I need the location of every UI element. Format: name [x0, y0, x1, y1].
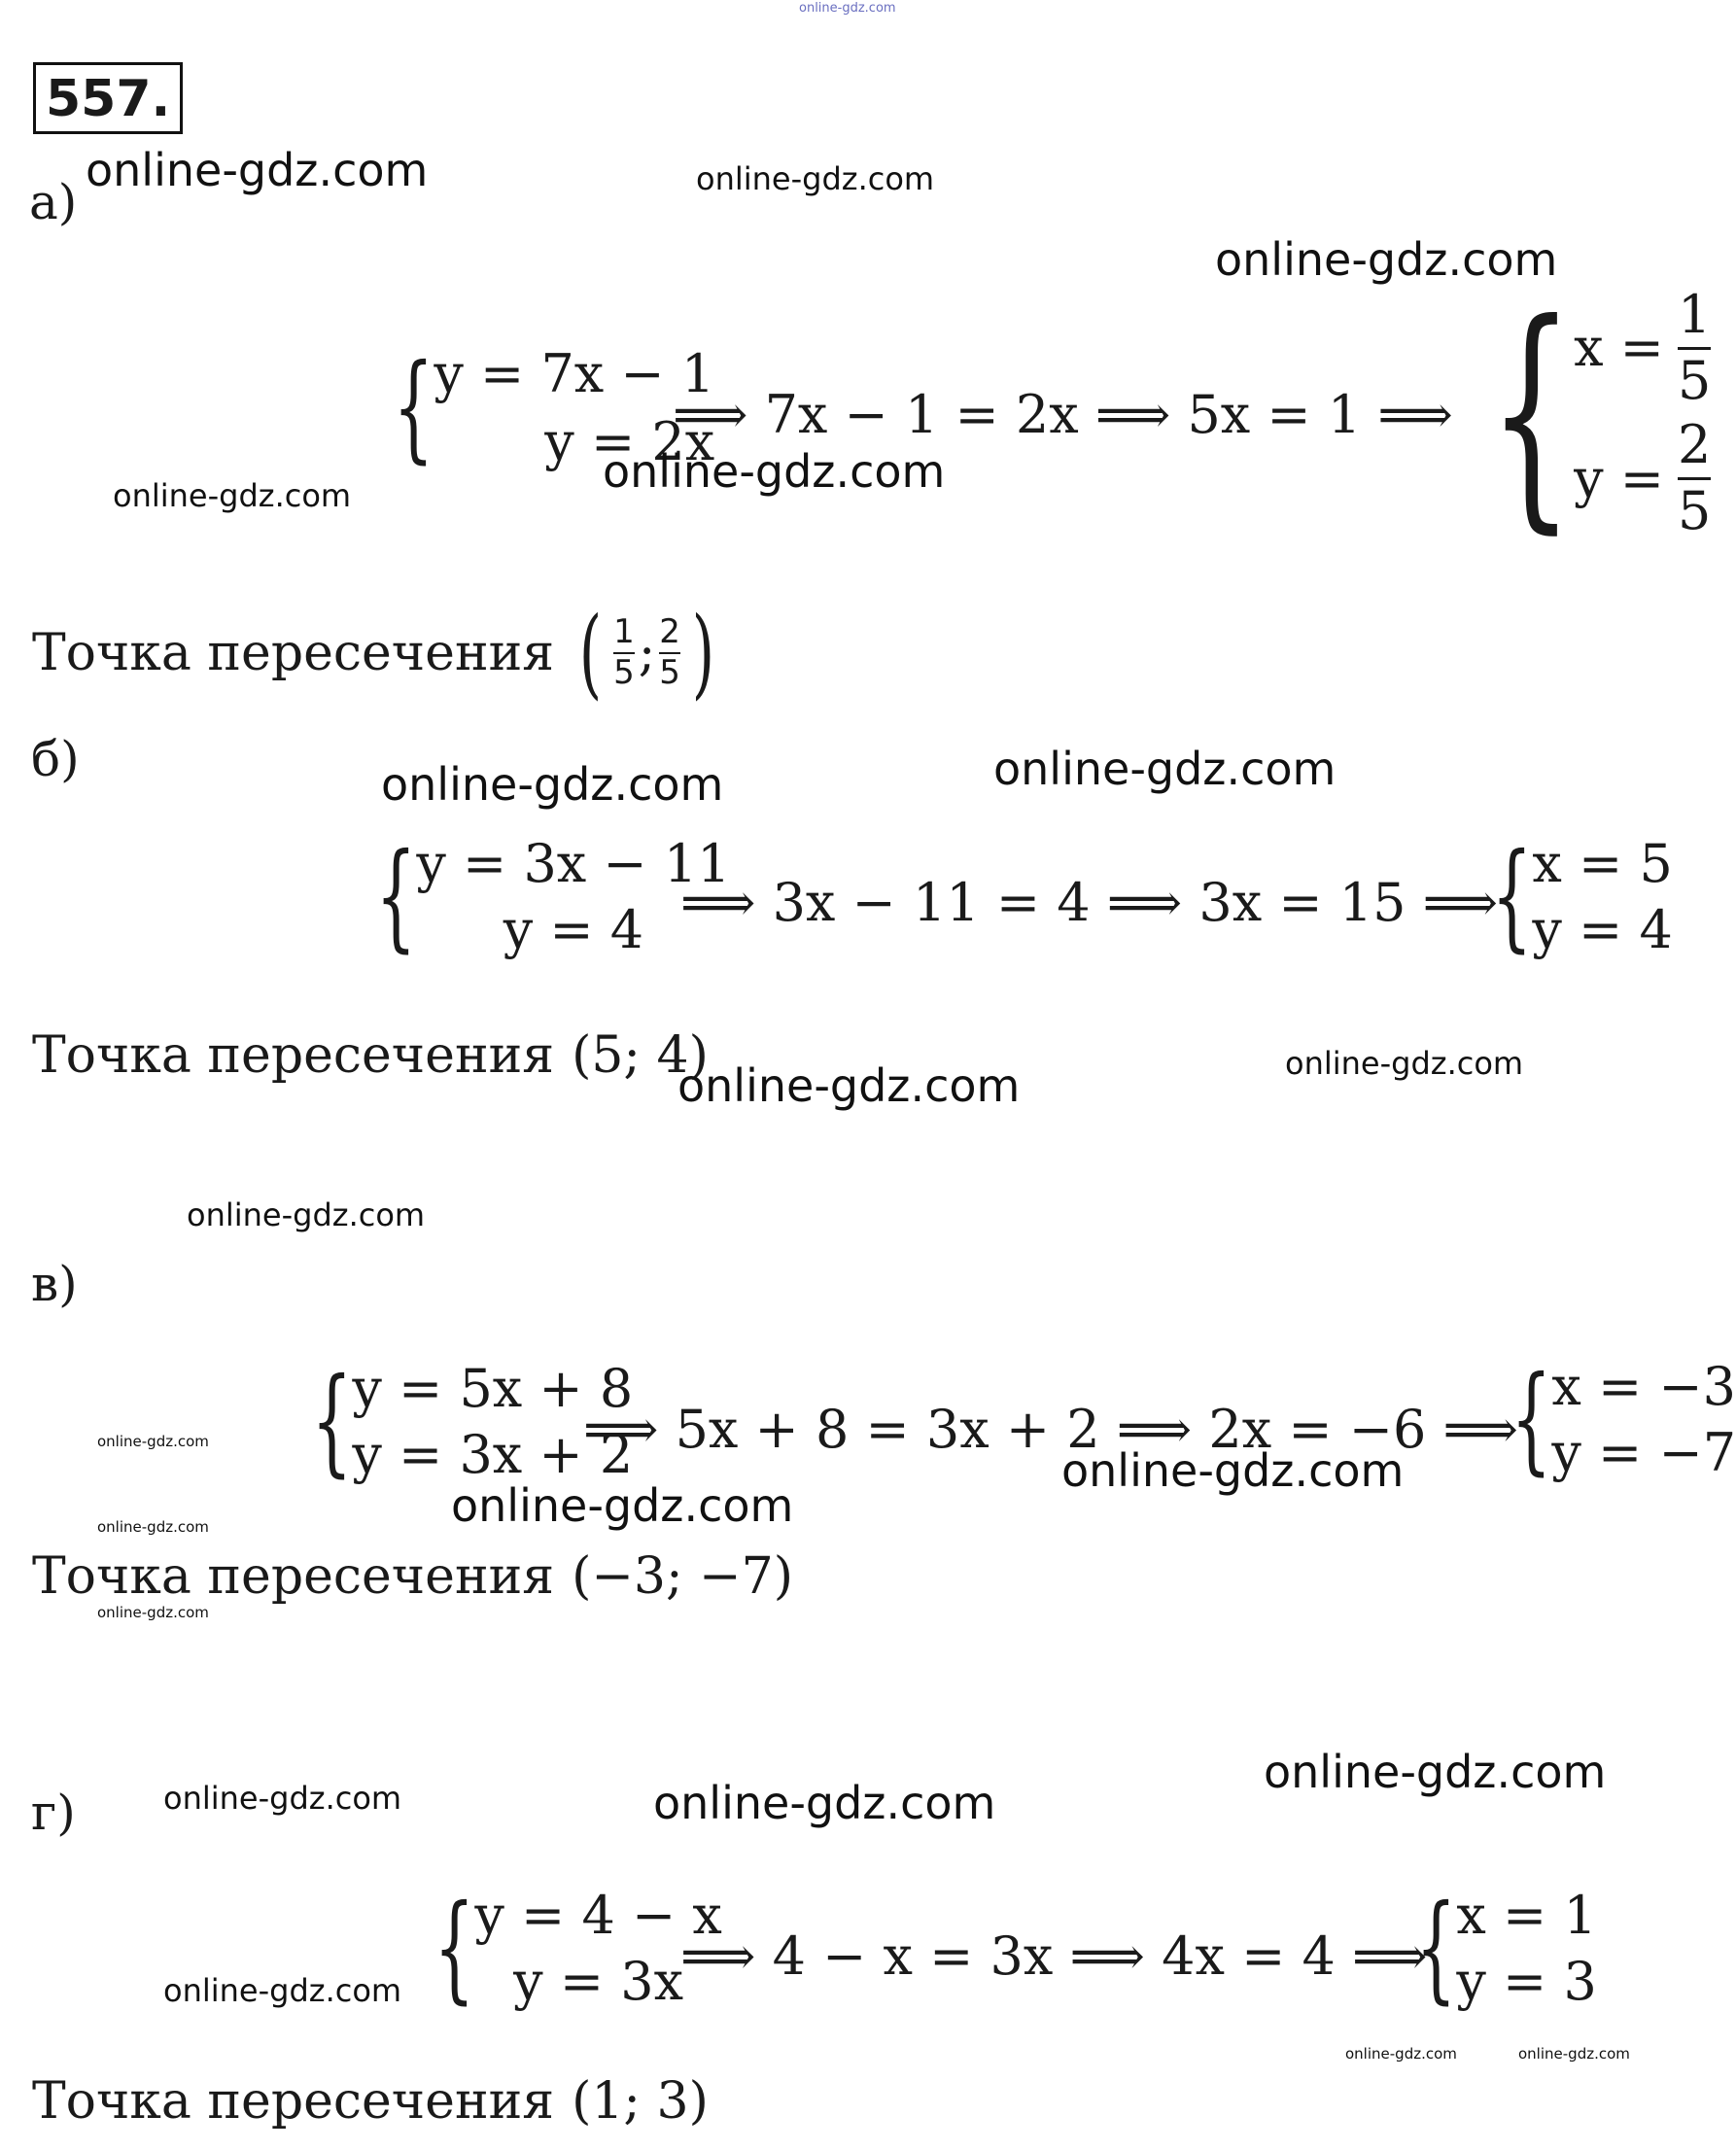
- watermark: online-gdz.com: [1345, 2045, 1457, 2063]
- result-line: y = 3: [1456, 1951, 1597, 2012]
- part-a-result: { x = $\frac{1}{5}$ y = $\frac{2}{5}$: [1488, 271, 1712, 555]
- part-d-answer: [32, 2072, 709, 2131]
- part-b-answer: [32, 1026, 709, 1085]
- watermark: online-gdz.com: [1264, 1746, 1607, 1798]
- part-d-chain: ⟹ 4 − x = 3x ⟹ 4x = 4 ⟹: [680, 1925, 1428, 1987]
- watermark: online-gdz.com: [1215, 233, 1558, 286]
- part-d-label: г): [31, 1785, 76, 1841]
- answer-point: ( $\frac{1}{5}$ ; $\frac{2}{5}$ ): [578, 596, 715, 710]
- system-line: y = 3x: [513, 1951, 684, 2012]
- answer-label: Точка пересечения: [32, 2072, 555, 2131]
- watermark: online-gdz.com: [696, 160, 935, 197]
- watermark: online-gdz.com: [381, 758, 724, 811]
- answer-point: (5; 4): [572, 1026, 709, 1085]
- result-line: x = −3: [1551, 1356, 1736, 1417]
- watermark: online-gdz.com: [86, 144, 429, 196]
- watermark: online-gdz.com: [677, 1059, 1021, 1112]
- watermark: online-gdz.com: [97, 1433, 209, 1450]
- result-lhs: y =: [1574, 447, 1664, 509]
- part-a-chain: ⟹ 7x − 1 = 2x ⟹ 5x = 1 ⟹: [673, 384, 1453, 445]
- watermark: online-gdz.com: [163, 1972, 402, 2009]
- part-b-system: { y = 3x − 11 y = 4: [375, 829, 731, 964]
- part-d-result: { x = 1 y = 3: [1415, 1881, 1597, 2016]
- watermark: online-gdz.com: [97, 1518, 209, 1536]
- part-c-answer: [32, 1547, 793, 1606]
- part-a-label: а): [29, 174, 78, 230]
- watermark: online-gdz.com: [97, 1604, 209, 1621]
- system-line: y = 4 − x: [474, 1885, 722, 1946]
- part-b-label: б): [31, 731, 80, 787]
- part-a-answer: [32, 596, 722, 710]
- watermark: online-gdz.com: [163, 1780, 402, 1817]
- part-c-result: { x = −3 y = −7: [1510, 1352, 1736, 1487]
- watermark: online-gdz.com: [113, 477, 352, 514]
- system-line: y = 5x + 8: [352, 1358, 634, 1419]
- answer-point: (−3; −7): [572, 1547, 793, 1606]
- part-c-chain: ⟹ 5x + 8 = 3x + 2 ⟹ 2x = −6 ⟹: [583, 1399, 1518, 1460]
- watermark: online-gdz.com: [603, 445, 946, 498]
- system-line: y = 3x + 2: [352, 1424, 634, 1485]
- watermark: online-gdz.com: [993, 743, 1337, 795]
- part-c-system: { y = 5x + 8 y = 3x + 2: [311, 1354, 634, 1489]
- watermark: online-gdz.com: [187, 1196, 426, 1233]
- system-line: y = 3x − 11: [416, 833, 731, 894]
- part-b-chain: ⟹ 3x − 11 = 4 ⟹ 3x = 15 ⟹: [680, 872, 1499, 933]
- answer-label: Точка пересечения: [32, 1026, 555, 1085]
- answer-label: Точка пересечения: [32, 1547, 555, 1606]
- system-line: y = 7x − 1: [434, 343, 715, 404]
- watermark: online-gdz.com: [1285, 1045, 1524, 1082]
- fraction: $\frac{1}{5}$: [1677, 284, 1712, 411]
- header-watermark: online-gdz.com: [799, 1, 896, 16]
- system-line: y = 4: [503, 899, 644, 960]
- watermark: online-gdz.com: [451, 1479, 794, 1532]
- part-b-result: { x = 5 y = 4: [1491, 829, 1673, 964]
- watermark: online-gdz.com: [653, 1777, 996, 1829]
- result-lhs: x =: [1574, 317, 1664, 379]
- fraction: $\frac{2}{5}$: [1677, 414, 1712, 542]
- result-line: y = 4: [1532, 899, 1673, 960]
- answer-point: (1; 3): [572, 2072, 709, 2131]
- answer-label: Точка пересечения: [32, 624, 555, 682]
- result-line: y = −7: [1551, 1422, 1736, 1483]
- part-a-system: { y = 7x − 1 y = 2x: [393, 340, 715, 475]
- result-line: x = 5: [1532, 833, 1673, 894]
- watermark: online-gdz.com: [1518, 2045, 1630, 2063]
- watermark: online-gdz.com: [1061, 1444, 1405, 1497]
- part-d-system: { y = 4 − x y = 3x: [434, 1881, 722, 2016]
- system-line: y = 2x: [544, 411, 715, 472]
- part-c-label: в): [31, 1256, 78, 1312]
- problem-number: 557.: [33, 62, 183, 134]
- result-line: x = 1: [1456, 1885, 1597, 1946]
